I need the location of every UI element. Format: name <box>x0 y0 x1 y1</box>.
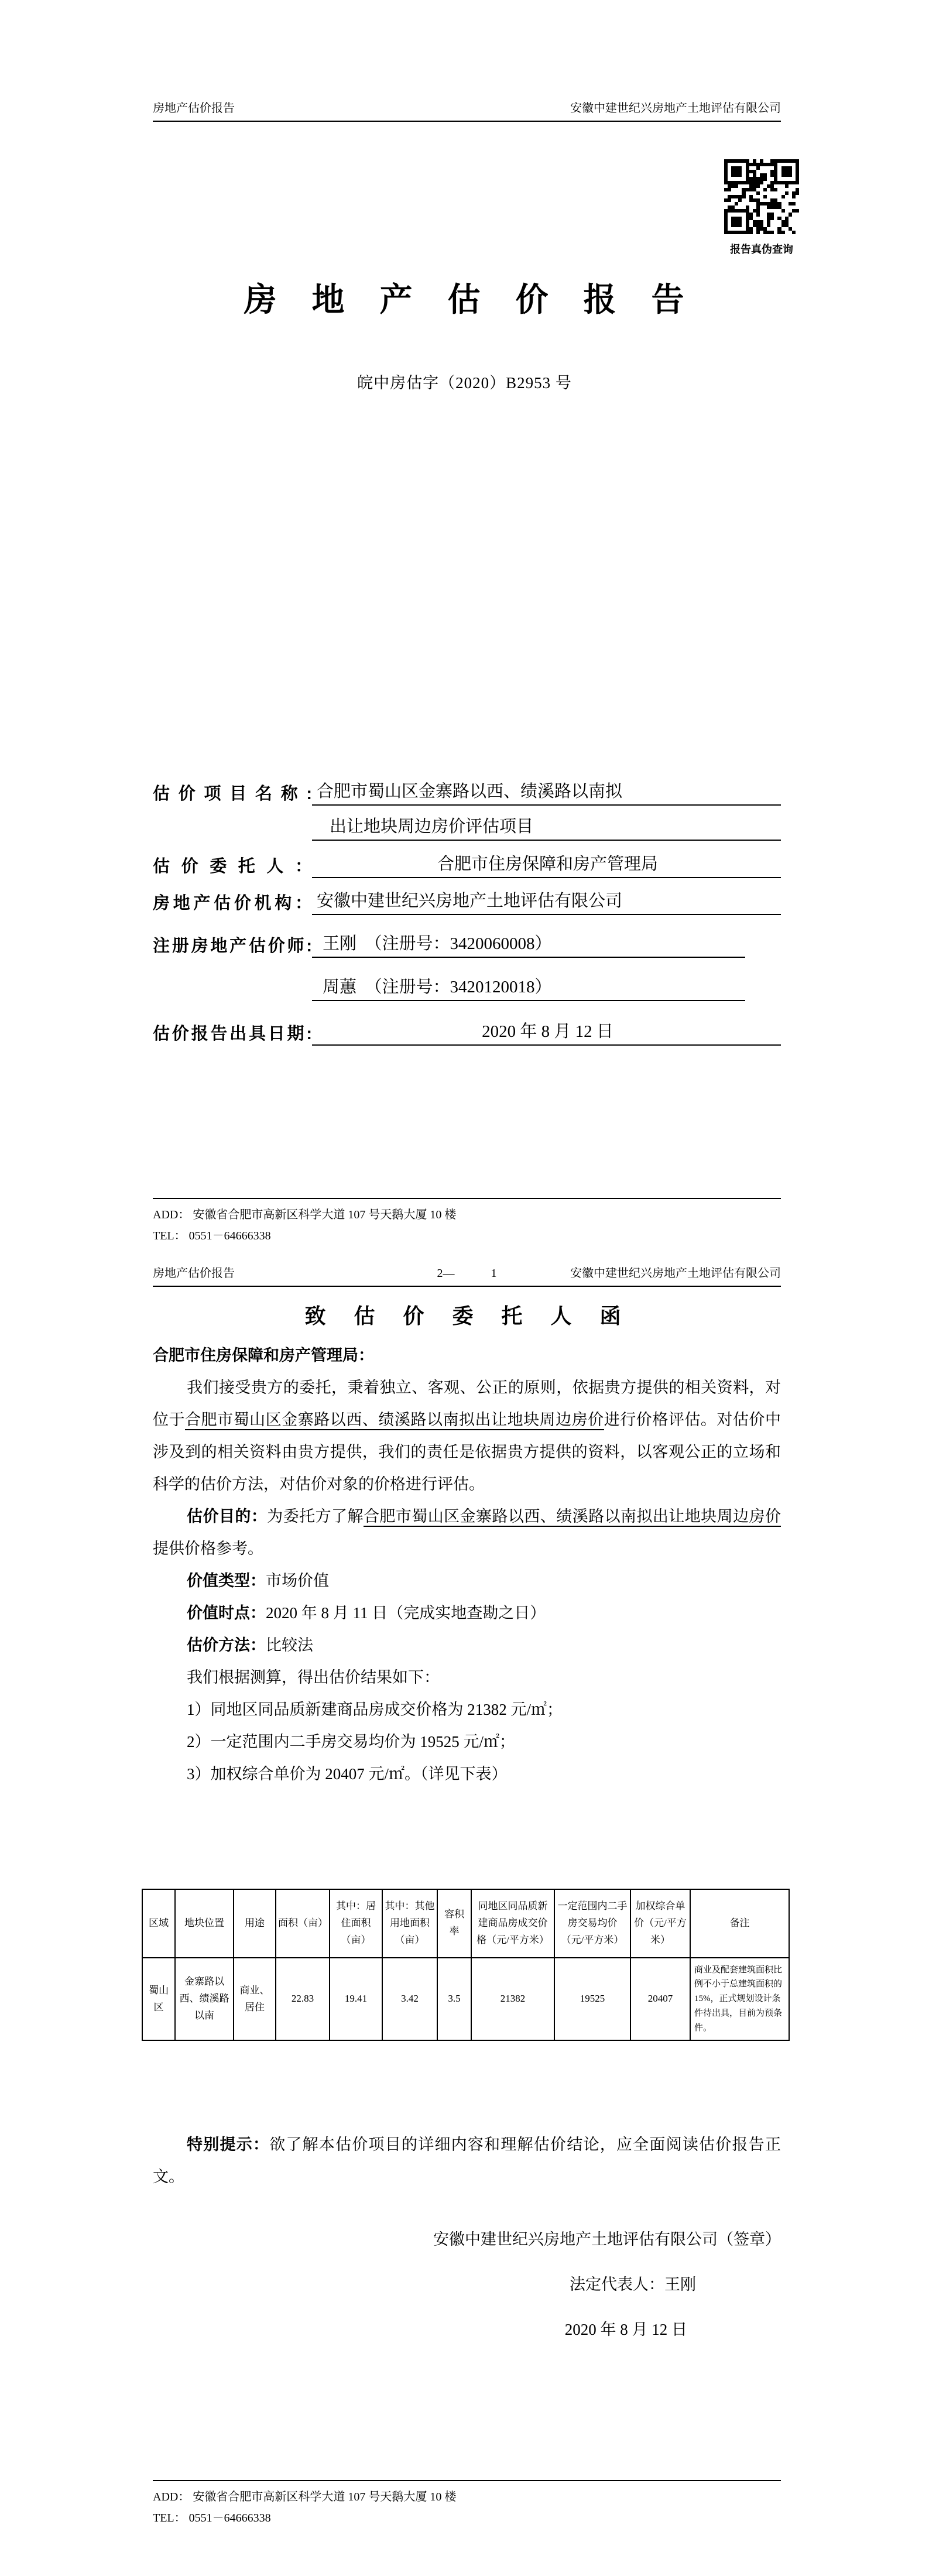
page1-header-right: 安徽中建世纪兴房地产土地评估有限公司 <box>570 102 781 115</box>
field-appraiser-label: 注册房地产估价师: <box>153 937 312 955</box>
qr-caption: 报告真伪查询 <box>730 244 793 255</box>
field-client-value: 合肥市住房保障和房产管理局 <box>312 852 781 878</box>
page1-header <box>153 98 781 115</box>
report-number: 皖中房估字（2020）B2953 号 <box>357 374 572 392</box>
field-report-date <box>153 1020 781 1046</box>
special-note-block <box>153 2129 781 2193</box>
cell-secondhand-price: 19525 <box>554 1958 630 2041</box>
table-header-row <box>142 1889 789 1958</box>
th-new-home-price: 同地区同品质新建商品房成交价格（元/平方米） <box>471 1889 554 1958</box>
cell-area: 22.83 <box>276 1958 330 2041</box>
page2-footer-address: ADD： 安徽省合肥市高新区科学大道 107 号天鹅大厦 10 楼 <box>153 2491 457 2503</box>
field-appraiser-1 <box>153 932 781 958</box>
th-residential-area: 其中：居住面积（亩） <box>330 1889 382 1958</box>
page2-page-number-b: 1 <box>491 1267 497 1280</box>
result-line-3: 3）加权综合单价为 20407 元/㎡。（详见下表） <box>187 1765 508 1783</box>
result-line-1: 1）同地区同品质新建商品房成交价格为 21382 元/㎡； <box>187 1701 563 1718</box>
page2-header-right: 安徽中建世纪兴房地产土地评估有限公司 <box>570 1267 781 1280</box>
field-report-date-value: 2020 年 8 月 12 日 <box>312 1020 781 1046</box>
letter-paragraph-purpose: 估价目的：为委托方了解合肥市蜀山区金寨路以西、绩溪路以南拟出让地块周边房价提供价格参考。 <box>153 1508 781 1557</box>
signature-legal-rep: 法定代表人：王刚 <box>570 2276 696 2293</box>
letter-salutation: 合肥市住房保障和房产管理局： <box>153 1347 374 1364</box>
result-line-2: 2）一定范围内二手房交易均价为 19525 元/㎡； <box>187 1733 516 1751</box>
field-agency-label: 房地产估价机构： <box>153 894 312 913</box>
table-data-row <box>142 1958 789 2041</box>
page2-header-rule <box>153 1286 781 1287</box>
valuation-table-head <box>142 1889 789 1958</box>
page2-footer-phone: TEL： 0551－64666338 <box>153 2512 271 2524</box>
cell-new-home-price: 21382 <box>471 1958 554 2041</box>
page1-footer-address: ADD： 安徽省合肥市高新区科学大道 107 号天鹅大厦 10 楼 <box>153 1208 457 1221</box>
value-date-line: 价值时点：2020 年 8 月 11 日（完成实地查勘之日） <box>187 1604 546 1622</box>
field-client-label: 估价委托人： <box>153 857 312 876</box>
method-line: 估价方法：比较法 <box>187 1636 314 1654</box>
valuation-table <box>142 1889 790 2041</box>
th-secondhand-price: 一定范围内二手房交易均价（元/平方米） <box>554 1889 630 1958</box>
page1-footer-rule <box>153 1198 781 1199</box>
th-remark: 备注 <box>690 1889 789 1958</box>
qr-code <box>724 159 799 234</box>
qr-code-pattern <box>724 159 799 234</box>
cell-remark: 商业及配套建筑面积比例不小于总建筑面积的15%，正式规划设计条件待出具，目前为预条件。 <box>690 1958 789 2041</box>
page1-footer-phone: TEL： 0551－64666338 <box>153 1229 271 1242</box>
report-title: 房 地 产 估 价 报 告 <box>244 282 685 318</box>
results-intro-line: 我们根据测算，得出估价结果如下： <box>187 1669 440 1686</box>
page2-page-number <box>437 1267 497 1280</box>
cell-other-area: 3.42 <box>382 1958 437 2041</box>
th-other-area: 其中：其他用地面积（亩） <box>382 1889 437 1958</box>
field-appraiser-value-1: 王刚 （注册号：3420060008） <box>312 932 745 958</box>
field-project-name <box>153 780 781 806</box>
cell-region: 蜀山区 <box>142 1958 175 2041</box>
cell-residential-area: 19.41 <box>330 1958 382 2041</box>
th-use: 用途 <box>234 1889 276 1958</box>
value-type-line: 价值类型：市场价值 <box>187 1572 330 1590</box>
th-weighted-price: 加权综合单价（元/平方米） <box>630 1889 690 1958</box>
page2-page-number-a: 2— <box>437 1267 455 1280</box>
th-parcel-location: 地块位置 <box>175 1889 234 1958</box>
letter-paragraph-intro: 我们接受贵方的委托，秉着独立、客观、公正的原则，依据贵方提供的相关资料，对位于合肥市蜀山区金寨路以西、绩溪路以南拟出让地块周边房价进行价格评估。对估价中涉及到的相关资料由贵方提供，我们的责任是依据贵方提供的资料，以客观公正的立场和科学的估价方法，对估价对象的价格进行评估。 <box>153 1379 781 1493</box>
valuation-table-body <box>142 1958 789 2041</box>
page2-footer-rule <box>153 2480 781 2481</box>
field-report-date-label: 估价报告出具日期: <box>153 1025 312 1043</box>
field-appraiser-value-2: 周蕙 （注册号：3420120018） <box>312 975 745 1001</box>
page2-header <box>153 1263 781 1280</box>
special-note: 特别提示：欲了解本估价项目的详细内容和理解估价结论，应全面阅读估价报告正文。 <box>153 2136 781 2186</box>
field-project-name-value-line1: 合肥市蜀山区金寨路以西、绩溪路以南拟 <box>312 780 781 806</box>
page1-header-left: 房地产估价报告 <box>153 102 235 115</box>
field-project-name-line2 <box>153 815 781 841</box>
th-region: 区域 <box>142 1889 175 1958</box>
th-plot-ratio: 容积率 <box>437 1889 471 1958</box>
page1-header-rule <box>153 121 781 122</box>
th-area: 面积（亩） <box>276 1889 330 1958</box>
letter-body <box>153 1340 781 1790</box>
signature-date: 2020 年 8 月 12 日 <box>564 2321 687 2338</box>
field-project-name-value-line2: 出让地块周边房价评估项目 <box>312 815 781 841</box>
field-agency-value: 安徽中建世纪兴房地产土地评估有限公司 <box>312 889 781 915</box>
field-agency <box>153 889 781 915</box>
signature-company: 安徽中建世纪兴房地产土地评估有限公司（签章） <box>433 2231 781 2248</box>
cell-use: 商业、居住 <box>234 1958 276 2041</box>
field-appraiser-2 <box>153 975 781 1001</box>
cell-parcel-location: 金寨路以西、绩溪路以南 <box>175 1958 234 2041</box>
cell-plot-ratio: 3.5 <box>437 1958 471 2041</box>
field-project-name-label: 估价项目名称: <box>153 785 312 803</box>
cell-weighted-price: 20407 <box>630 1958 690 2041</box>
page2-header-left: 房地产估价报告 <box>153 1267 235 1280</box>
field-client <box>153 852 781 878</box>
letter-title: 致 估 价 委 托 人 函 <box>304 1304 625 1328</box>
